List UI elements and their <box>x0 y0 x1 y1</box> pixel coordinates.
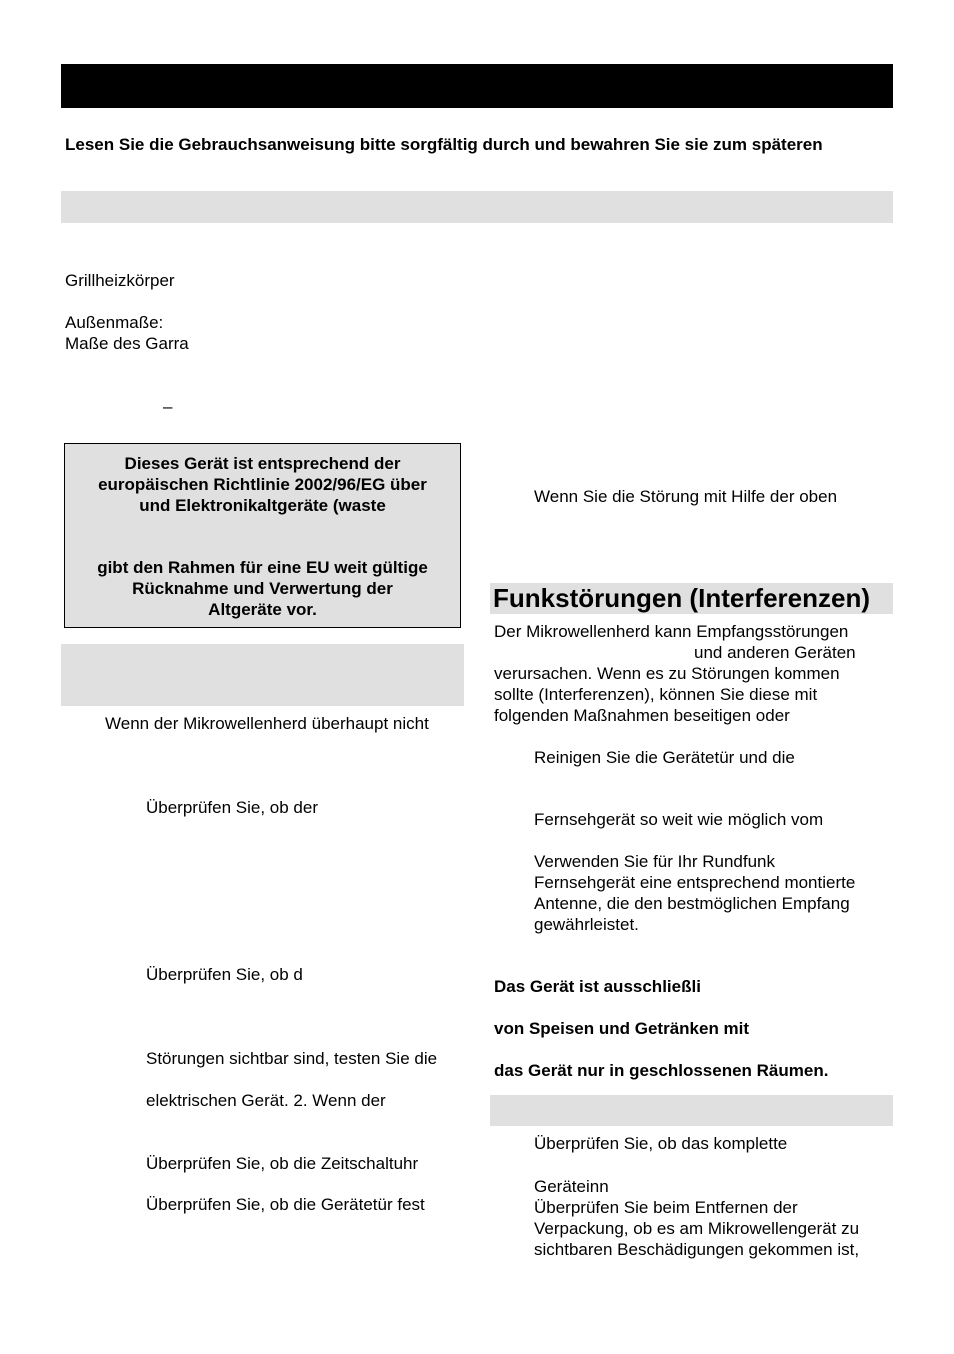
unpack-line: Geräteinn <box>534 1177 609 1196</box>
weee-notice-box <box>64 443 461 628</box>
interference-para-line: und anderen Geräten <box>694 643 856 662</box>
disturbance-text: Wenn Sie die Störung mit Hilfe der oben <box>534 487 838 506</box>
section-band-top <box>61 191 893 223</box>
spec-cavity-dimensions: Maße des Garra <box>65 334 189 353</box>
unpack-line: Verpackung, ob es am Mikrowellengerät zu <box>534 1219 860 1238</box>
check-complete: Überprüfen Sie, ob das komplette <box>534 1134 788 1153</box>
section-band-troubleshooting <box>61 644 464 706</box>
section-band-unpacking <box>490 1095 893 1126</box>
spec-dash: – <box>163 397 173 416</box>
notice-line: europäischen Richtlinie 2002/96/EG über <box>98 475 427 494</box>
trouble-check-door: Überprüfen Sie, ob die Gerätetür fest <box>146 1195 425 1214</box>
unpack-line: Überprüfen Sie beim Entfernen der <box>534 1198 798 1217</box>
measure-clean-door: Reinigen Sie die Gerätetür und die <box>534 748 795 767</box>
spec-outer-dimensions: Außenmaße: <box>65 313 164 332</box>
measure-antenna-line: gewährleistet. <box>534 915 639 934</box>
usage-line: Das Gerät ist ausschließli <box>494 977 701 996</box>
trouble-interference-1: Störungen sichtbar sind, testen Sie die <box>146 1049 438 1068</box>
notice-line: Rücknahme und Verwertung der <box>132 579 393 598</box>
notice-line: gibt den Rahmen für eine EU weit gültige <box>97 558 428 577</box>
interference-para-line: folgenden Maßnahmen beseitigen oder <box>494 706 790 725</box>
section-heading-interference <box>490 583 893 614</box>
trouble-check-2: Überprüfen Sie, ob d <box>146 965 303 984</box>
trouble-check-1: Überprüfen Sie, ob der <box>146 798 318 817</box>
measure-antenna-line: Fernsehgerät eine entsprechend montierte <box>534 873 856 892</box>
interference-para-line: Der Mikrowellenherd kann Empfangsstörungen <box>494 622 849 641</box>
interference-para-line: verursachen. Wenn es zu Störungen kommen <box>494 664 840 683</box>
notice-line: Dieses Gerät ist entsprechend der <box>124 454 401 473</box>
trouble-interference-2: elektrischen Gerät. 2. Wenn der <box>146 1091 386 1110</box>
usage-line: von Speisen und Getränken mit <box>494 1019 750 1038</box>
notice-line: und Elektronikaltgeräte (waste <box>139 496 386 515</box>
heading-text: Funkstörungen (Interferenzen) <box>493 583 871 613</box>
measure-tv-distance: Fernsehgerät so weit wie möglich vom <box>534 810 824 829</box>
title-bar <box>61 64 893 108</box>
interference-para-line: sollte (Interferenzen), können Sie diese mit <box>494 685 818 704</box>
notice-line: Altgeräte vor. <box>208 600 317 619</box>
intro-text: Lesen Sie die Gebrauchsanweisung bitte sorgfältig durch und bewahren Sie sie zum späteren <box>65 135 823 154</box>
trouble-check-timer: Überprüfen Sie, ob die Zeitschaltuhr <box>146 1154 419 1173</box>
measure-antenna-line: Verwenden Sie für Ihr Rundfunk <box>534 852 775 871</box>
trouble-not-working: Wenn der Mikrowellenherd überhaupt nicht <box>105 714 429 733</box>
measure-antenna-line: Antenne, die den bestmöglichen Empfang <box>534 894 850 913</box>
unpack-line: sichtbaren Beschädigungen gekommen ist, <box>534 1240 860 1259</box>
usage-line: das Gerät nur in geschlossenen Räumen. <box>494 1061 829 1080</box>
spec-grill: Grillheizkörper <box>65 271 175 290</box>
